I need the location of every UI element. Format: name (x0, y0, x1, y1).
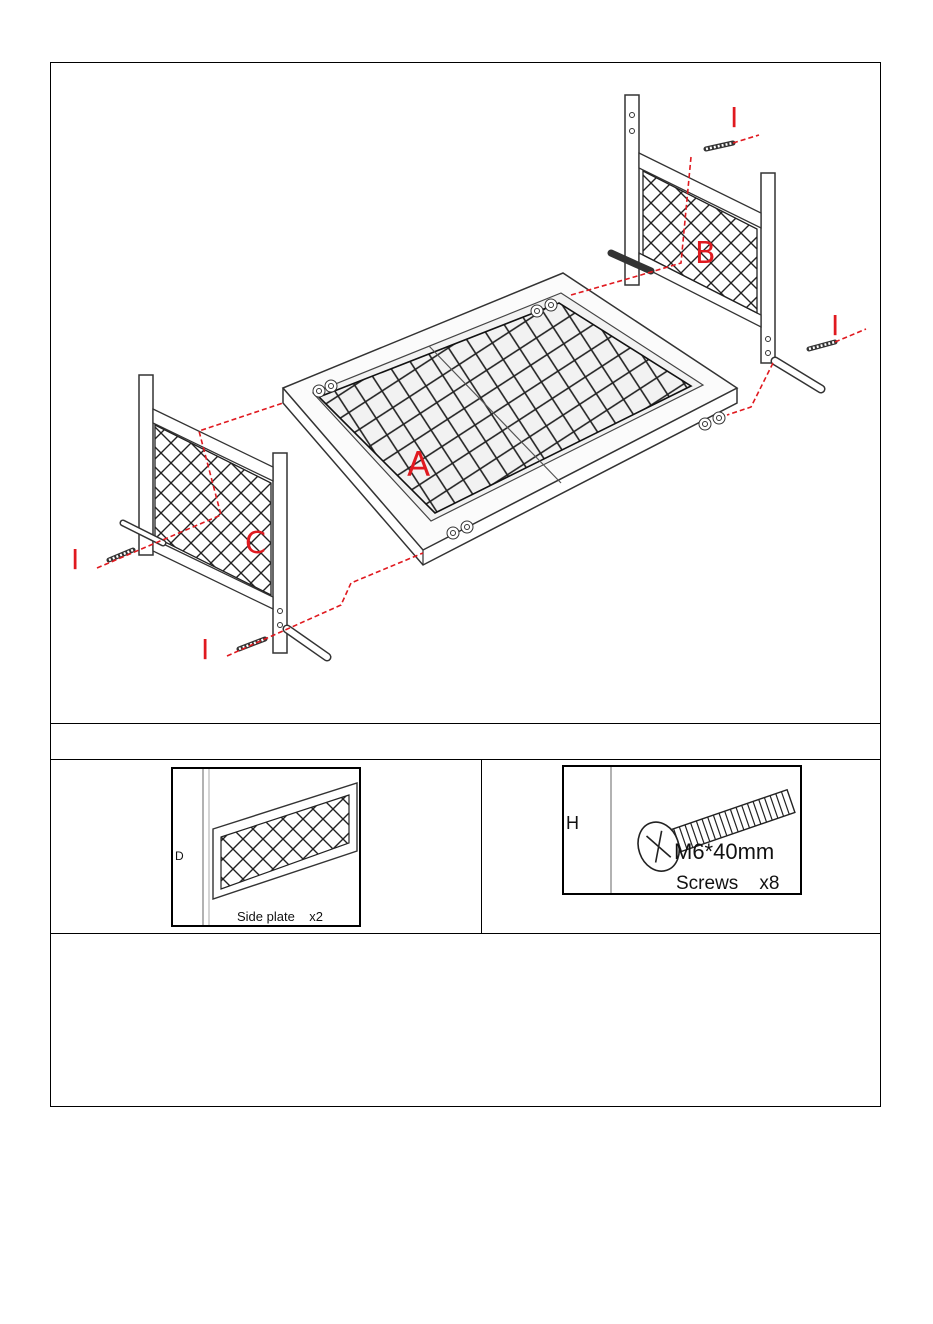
callout-i-left: I (71, 543, 80, 576)
left-leg-frame-part-c (123, 375, 327, 657)
callout-i-bottom: I (201, 633, 210, 666)
instruction-sheet (50, 62, 881, 1107)
callout-a: A (407, 445, 431, 485)
callout-i-right: I (831, 309, 840, 342)
callout-i-top-right: I (730, 101, 739, 134)
callout-b: B (695, 236, 716, 271)
part-h-letter: H (566, 813, 579, 833)
header-strip (51, 723, 880, 760)
part-h-spec: M6*40mm (674, 839, 775, 864)
part-h-caption: Screws x8 (676, 873, 780, 894)
parts-divider (481, 760, 482, 933)
part-d-card (171, 767, 361, 927)
parts-list (51, 760, 880, 934)
part-d-caption: Side plate x2 (237, 909, 323, 924)
tabletop-part-a (283, 273, 737, 565)
part-d-letter: D (175, 849, 184, 863)
side-plate-illustration (173, 769, 359, 925)
assembly-diagram (51, 63, 880, 724)
notes-area (51, 934, 880, 1106)
callout-c: C (245, 526, 266, 561)
part-h-card (562, 765, 802, 895)
